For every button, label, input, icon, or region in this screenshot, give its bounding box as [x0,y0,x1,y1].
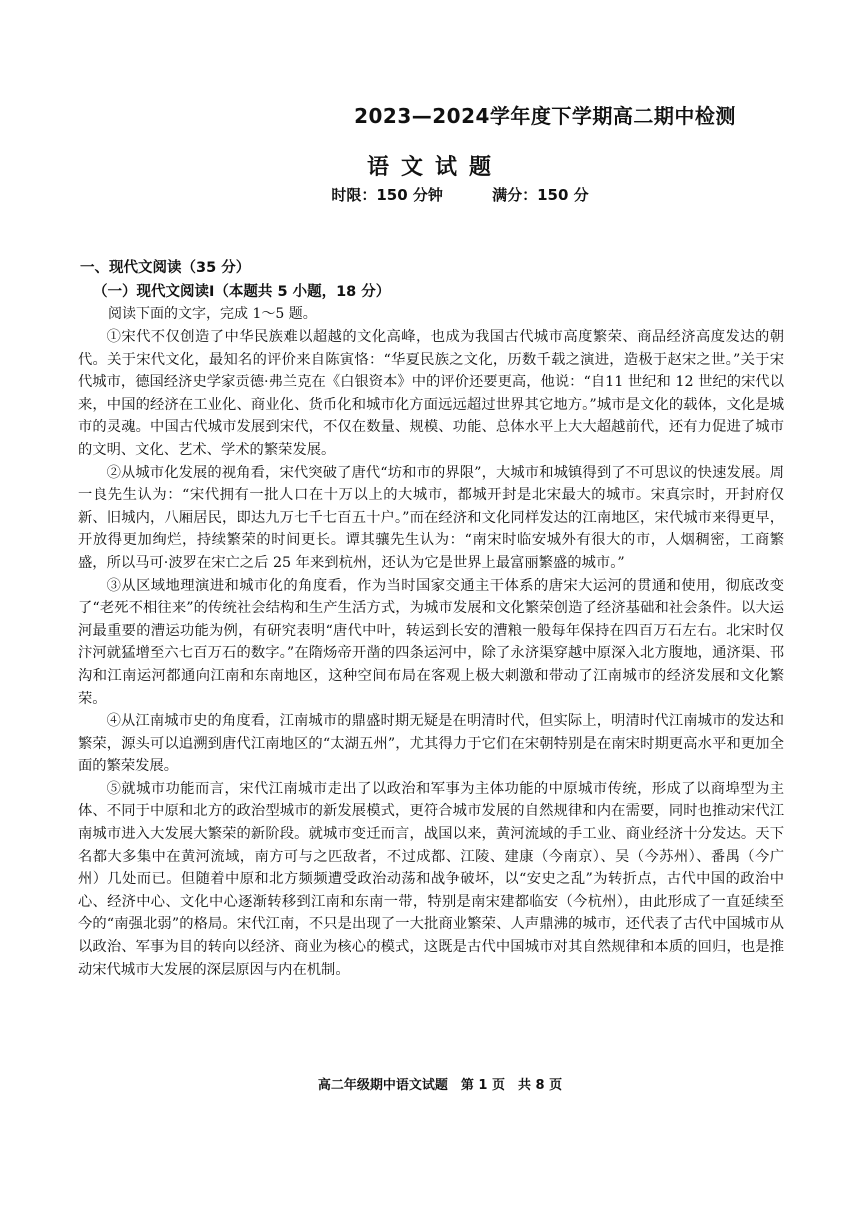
section-heading: 一、现代文阅读（35 分） [80,260,251,276]
full-score: 满分：150 分 [492,186,589,204]
paragraph-2: ②从城市化发展的视角看，宋代突破了唐代“坊和市的界限”，大城市和城镇得到了不可思议的快速发展。周一良先生认为：“宋代拥有一批人口在十万以上的大城市，都城开封是北宋最大的城市。宋真宗时，开封府仅新、旧城内，八厢居民，即达九万七千七百五十户。”而在经济和文化同样发达的江南地区，宋代城市来得更早，开放得更加绚烂，持续繁荣的时间更长。谭其骧先生认为：“南宋时临安城外有很大的市，人烟稠密，工商繁盛，所以马可·波罗在宋亡之后 25 年来到杭州，还认为它是世界上最富丽繁盛的城市。” [78,464,784,571]
passage-body [78,326,784,981]
exam-meta [0,184,860,205]
subject-title: 语文试题 [366,154,503,180]
reading-instruction: 阅读下面的文字，完成 1～5 题。 [108,306,317,322]
exam-title: 2023—2024学年度下学期高二期中检测 [354,104,736,128]
subsection-heading: （一）现代文阅读Ⅰ（本题共 5 小题，18 分） [93,284,391,300]
page-footer: 高二年级期中语文试题 第 1 页 共 8 页 [317,1078,563,1093]
time-limit: 时限：150 分钟 [331,186,443,204]
paragraph-1: ①宋代不仅创造了中华民族难以超越的文化高峰，也成为我国古代城市高度繁荣、商品经济高度发达的朝代。关于宋代文化，最知名的评价来自陈寅恪：“华夏民族之文化，历数千载之演进，造极于赵宋之世。”关于宋代城市，德国经济史学家贡德·弗兰克在《白银资本》中的评价还要更高，他说：“自11 世纪和 12 世纪的宋代以来，中国的经济在工业化、商业化、货币化和城市化方面远远超过世界其它地方。”城市是文化的载体，文化是城市的灵魂。中国古代城市发展到宋代，不仅在数量、规模、功能、总体水平上大大超越前代，还有力促进了城市的文明、文化、艺术、学术的繁荣发展。 [78,329,784,458]
paragraph-4: ④从江南城市史的角度看，江南城市的鼎盛时期无疑是在明清时代，但实际上，明清时代江南城市的发达和繁荣，源头可以追溯到唐代江南地区的“太湖五州”，尤其得力于它们在宋朝特别是在南宋时期更高水平和更加全面的繁荣发展。 [78,713,784,775]
paragraph-5: ⑤就城市功能而言，宋代江南城市走出了以政治和军事为主体功能的中原城市传统，形成了以商埠型为主体、不同于中原和北方的政治型城市的新发展模式，更符合城市发展的自然规律和内在需要，同时也推动宋代江南城市进入大发展大繁荣的新阶段。就城市变迁而言，战国以来，黄河流域的手工业、商业经济十分发达。天下名都大多集中在黄河流域，南方可与之匹敌者，不过成都、江陵、建康（今南京）、吴（今苏州）、番禺（今广州）几处而已。但随着中原和北方频频遭受政治动荡和战争破坏，以“安史之乱”为转折点，古代中国的政治中心、经济中心、文化中心逐渐转移到江南和东南一带，特别是南宋建都临安（今杭州），由此形成了一直延续至今的“南强北弱”的格局。宋代江南，不只是出现了一大批商业繁荣、人声鼎沸的城市，还代表了古代中国城市从以政治、军事为目的转向以经济、商业为核心的模式，这既是古代中国城市对其自然规律和本质的回归，也是推动宋代城市大发展的深层原因与内在机制。 [78,780,784,978]
paragraph-3: ③从区域地理演进和城市化的角度看，作为当时国家交通主干体系的唐宋大运河的贯通和使用，彻底改变了“老死不相往来”的传统社会结构和生产生活方式，为城市发展和文化繁荣创造了经济基础和社会条件。以大运河最重要的漕运功能为例，有研究表明“唐代中叶，转运到长安的漕粮一般每年保持在四百万石左右。北宋时仅汴河就猛增至六七百万石的数字。”在隋炀帝开凿的四条运河中，除了永济渠穿越中原深入北方腹地，通济渠、邗沟和江南运河都通向江南和东南地区，这种空间布局在客观上极大刺激和带动了江南城市的经济发展和文化繁荣。 [78,577,784,707]
